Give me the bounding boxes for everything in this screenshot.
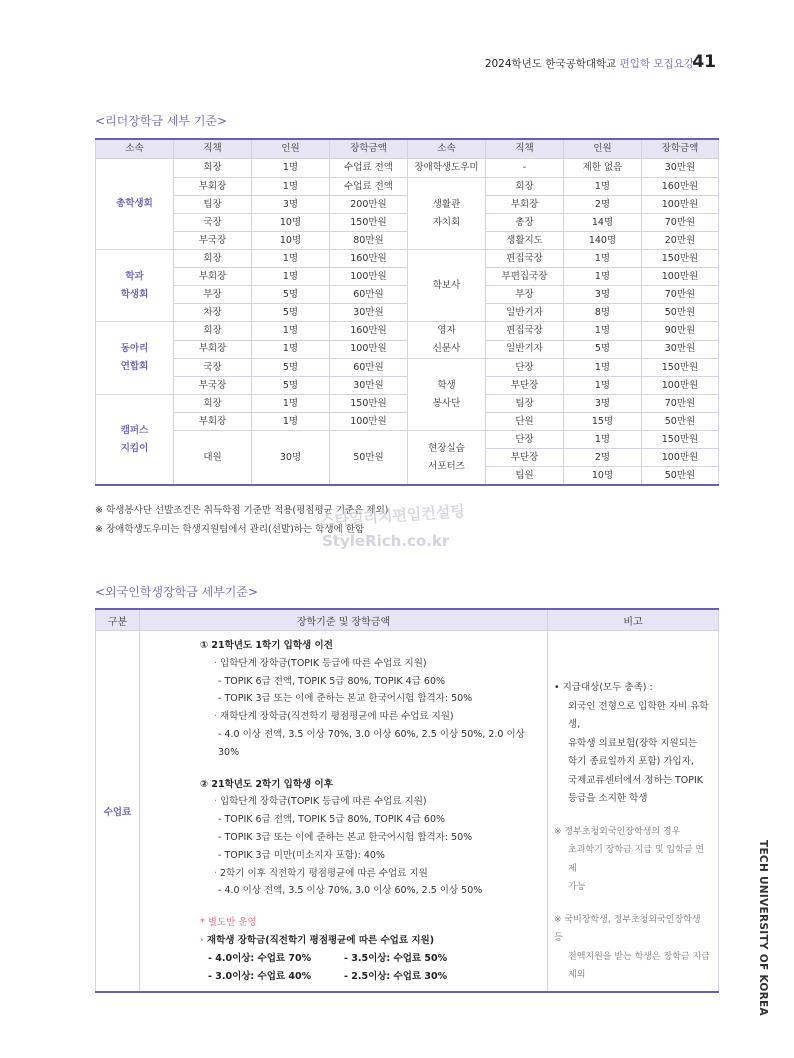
table-row [96,395,719,413]
memo-line: 유학생 의료보험(장학 지원되는 [568,737,698,749]
cell: 90만원 [642,322,719,341]
cell: 국장 [174,359,252,377]
table-row [96,214,719,232]
memo-note: 제외 [568,970,586,980]
group-name: 학과 학생회 [96,250,174,322]
cell: 160만원 [330,322,408,341]
part2-title: ② 21학년도 2학기 입학생 이후 [200,778,333,790]
cell: 5명 [252,286,330,304]
cell: 1명 [564,377,642,395]
memo-line: 국제교류센터에서 정하는 TOPIK [568,774,704,786]
item: - 4.0 이상 전액, 3.5 이상 70%, 3.0 이상 60%, 2.5 이상 50%, 2.0 이상 30% [218,728,525,758]
cell: 30명 [252,431,330,486]
cell: 제한 없음 [564,159,642,178]
cell: 100만원 [330,413,408,431]
header-accent: 편입학 모집요강 [619,58,694,70]
cell: 30만원 [642,159,719,178]
cell: 5명 [252,377,330,395]
cell: 15명 [564,413,642,431]
memo-line: 학기 종료일까지 포함) 가입자, [568,756,694,767]
group-name: 현장실습 서포터즈 [408,431,486,486]
item: - TOPIK 3급 미만(미소지자 포함): 40% [218,849,385,861]
cell: 부회장 [174,268,252,286]
cell: 부편집국장 [486,268,564,286]
cell: 150만원 [642,359,719,377]
cell: 50만원 [642,467,719,486]
pair-item: - 4.0이상: 수업료 70% [208,952,312,964]
cell: 부단장 [486,449,564,467]
cell: 2명 [564,196,642,214]
cell: 100만원 [642,377,719,395]
table-row [96,340,719,359]
section-title-foreign: <외국인학생장학금 세부기준> [95,585,259,599]
pair-row [200,968,547,986]
cell: 30만원 [330,377,408,395]
cell: 100만원 [330,268,408,286]
pair-item: - 3.5이상: 수업료 50% [344,952,448,964]
cell: 1명 [252,413,330,431]
cell: 100만원 [642,196,719,214]
foreign-scholarship-table [95,608,719,993]
cell: 일반기자 [486,340,564,359]
cell: 팀원 [486,467,564,486]
memo-note: ※ 국비장학생, 정부초청외국인장학생 등 [554,914,701,943]
cell: 부장 [174,286,252,304]
group-name: 동아리 연합회 [96,322,174,395]
cell: 100만원 [330,340,408,359]
page-number: 41 [692,52,716,72]
memo-title: • 지급대상(모두 충족) : [554,682,653,693]
cell: 1명 [564,359,642,377]
cell: 1명 [252,250,330,268]
item: - TOPIK 3급 또는 이에 준하는 본교 한국어시험 합격자: 50% [218,831,473,843]
note-2: ※ 장애학생도우미는 학생지원팀에서 관리(선발)하는 학생에 한함 [95,524,365,535]
memo-note: 전액지원을 받는 학생은 장학금 지급 [568,951,710,962]
cell: 단장 [486,359,564,377]
header-title: 2024학년도 한국공학대학교 [484,58,617,70]
bullet-text: 입학단계 장학금(TOPIK 등급에 따른 수업료 지원) [220,796,427,808]
table-row [96,268,719,286]
cell: 150만원 [642,431,719,449]
cell: - [486,159,564,178]
cell: 30만원 [330,304,408,322]
cell: 1명 [252,322,330,341]
bullet-text: 재학단계 장학금(직전학기 평점평균에 따른 수업료 지원) [220,711,454,723]
col-header: 인원 [564,139,642,159]
cell: 부국장 [174,377,252,395]
table-row [96,359,719,377]
cell: 60만원 [330,286,408,304]
table-row [96,304,719,322]
category-cell: 수업료 [96,631,140,993]
cell: 부장 [486,286,564,304]
cell: 1명 [564,431,642,449]
cell: 3명 [564,395,642,413]
cell: 1명 [564,250,642,268]
cell: 2명 [564,449,642,467]
cell: 10명 [252,214,330,232]
cell: 8명 [564,304,642,322]
cell: 50만원 [642,413,719,431]
cell: 생활지도 [486,232,564,250]
cell: 70만원 [642,214,719,232]
cell: 5명 [252,359,330,377]
cell: 차장 [174,304,252,322]
cell: 10명 [252,232,330,250]
bullet: · 재학생 장학금(직전학기 평점평균에 따른 수업료 지원) [200,934,435,946]
cell: 부국장 [174,232,252,250]
cell: 100만원 [642,449,719,467]
leader-scholarship-table [95,138,719,486]
cell: 30만원 [642,340,719,359]
cell: 160만원 [642,178,719,196]
memo-note: 초과학기 장학금 지급 및 입학금 면제 [568,845,705,874]
cell: 편집국장 [486,250,564,268]
col-header-category: 구분 [96,609,140,631]
item: - TOPIK 3급 또는 이에 준하는 본교 한국어시험 합격자: 50% [218,693,473,705]
bullet: · 입학단계 장학금(TOPIK 등급에 따른 수업료 지원) [214,657,427,669]
item: - TOPIK 6급 전액, TOPIK 5급 80%, TOPIK 4급 60% [218,814,446,826]
group-name: 학보사 [408,250,486,322]
cell: 1명 [564,178,642,196]
cell: 50만원 [642,304,719,322]
col-header-criteria: 장학기준 및 장학금액 [140,609,548,631]
cell: 부회장 [486,196,564,214]
cell: 1명 [564,268,642,286]
cell: 70만원 [642,286,719,304]
group-name: 캠퍼스 지킴이 [96,395,174,486]
cell: 5명 [252,304,330,322]
cell: 100만원 [642,268,719,286]
item: - TOPIK 6급 전액, TOPIK 5급 80%, TOPIK 4급 60% [218,675,446,687]
cell: 회장 [174,159,252,178]
cell: 1명 [252,268,330,286]
cell: 20만원 [642,232,719,250]
memo-cell [548,631,719,993]
cell: 14명 [564,214,642,232]
part1-title: ① 21학년도 1학기 입학생 이전 [200,640,333,651]
cell: 수업료 전액 [330,159,408,178]
cell: 총장 [486,214,564,232]
table-row [96,250,719,268]
col-header: 직책 [174,139,252,159]
col-header: 장학금액 [330,139,408,159]
bullet-text: 입학단계 장학금(TOPIK 등급에 따른 수업료 지원) [220,657,427,669]
cell: 3명 [564,286,642,304]
table-row [96,286,719,304]
cell: 3명 [252,196,330,214]
pair-row [200,950,547,968]
criteria-cell [140,631,548,993]
cell: 단원 [486,413,564,431]
col-header: 소속 [408,139,486,159]
section-title-leader: <리더장학금 세부 기준> [95,114,228,128]
cell: 단장 [486,431,564,449]
table-row [96,377,719,395]
note-1: ※ 학생봉사단 선발조건은 취득학점 기준만 적용(평점평균 기준은 제외) [95,505,389,516]
group-name: 학생 봉사단 [408,359,486,431]
cell: 1명 [252,178,330,196]
memo-note: ※ 정부초청외국인장학생의 경우 [554,826,681,837]
col-header: 소속 [96,139,174,159]
table-row [96,159,719,178]
memo-note: 가능 [568,882,586,892]
cell: 회장 [486,178,564,196]
cell: 회장 [174,322,252,341]
memo-line: 외국인 전형으로 입학한 자비 유학생, [568,700,709,730]
col-header: 장학금액 [642,139,719,159]
cell: 부회장 [174,340,252,359]
cell: 60만원 [330,359,408,377]
col-header: 인원 [252,139,330,159]
cell: 부회장 [174,413,252,431]
cell: 부단장 [486,377,564,395]
cell: 150만원 [642,250,719,268]
running-header [485,56,694,71]
cell: 편집국장 [486,322,564,341]
cell: 팀장 [174,196,252,214]
cell: 회장 [174,395,252,413]
table-row [96,431,719,449]
watermark-url: StyleRich.co.kr [322,532,450,550]
item: - 4.0 이상 전액, 3.5 이상 70%, 3.0 이상 60%, 2.5 이상 50% [218,885,483,897]
pair-item: - 3.0이상: 수업료 40% [208,970,312,982]
table-row [96,322,719,341]
cell: 200만원 [330,196,408,214]
cell: 10명 [564,467,642,486]
bullet-text: 재학생 장학금(직전학기 평점평균에 따른 수업료 지원) [206,934,435,946]
cell: 1명 [252,340,330,359]
bullet: · 2학기 이후 직전학기 평점평균에 따른 수업료 지원 [214,867,428,879]
cell: 70만원 [642,395,719,413]
cell: 1명 [252,159,330,178]
memo-line: 등급을 소지한 학생 [568,793,648,804]
cell: 부회장 [174,178,252,196]
bullet-text: 2학기 이후 직전학기 평점평균에 따른 수업료 지원 [220,867,428,879]
cell: 일반기자 [486,304,564,322]
col-header-memo: 비고 [548,609,719,631]
table-row [96,413,719,431]
cell: 1명 [252,395,330,413]
bullet: · 재학단계 장학금(직전학기 평점평균에 따른 수업료 지원) [214,711,454,723]
watermark-korean: 스타일리치편입컨설팅 [319,501,466,531]
cell: 50만원 [330,431,408,486]
cell: 150만원 [330,395,408,413]
table-row [96,196,719,214]
bullet: · 입학단계 장학금(TOPIK 등급에 따른 수업료 지원) [214,796,427,808]
group-name: 생활관 자치회 [408,178,486,250]
cell: 5명 [564,340,642,359]
pair-item: - 2.5이상: 수업료 30% [344,970,448,982]
cell: 140명 [564,232,642,250]
cell: 회장 [174,250,252,268]
group-name: 장애학생도우미 [408,159,486,178]
table-row [96,232,719,250]
cell: 수업료 전액 [330,178,408,196]
cell: 1명 [564,322,642,341]
table-row [96,178,719,196]
side-label: TECH UNIVERSITY OF KOREA [757,840,769,1016]
group-name: 총학생회 [96,159,174,250]
col-header: 직책 [486,139,564,159]
cell: 80만원 [330,232,408,250]
cell: 160만원 [330,250,408,268]
cell: 국장 [174,214,252,232]
cell: 팀장 [486,395,564,413]
cell: 대원 [174,431,252,486]
separate-class-label: * 별도반 운영 [200,917,257,929]
cell: 150만원 [330,214,408,232]
group-name: 영자 신문사 [408,322,486,359]
